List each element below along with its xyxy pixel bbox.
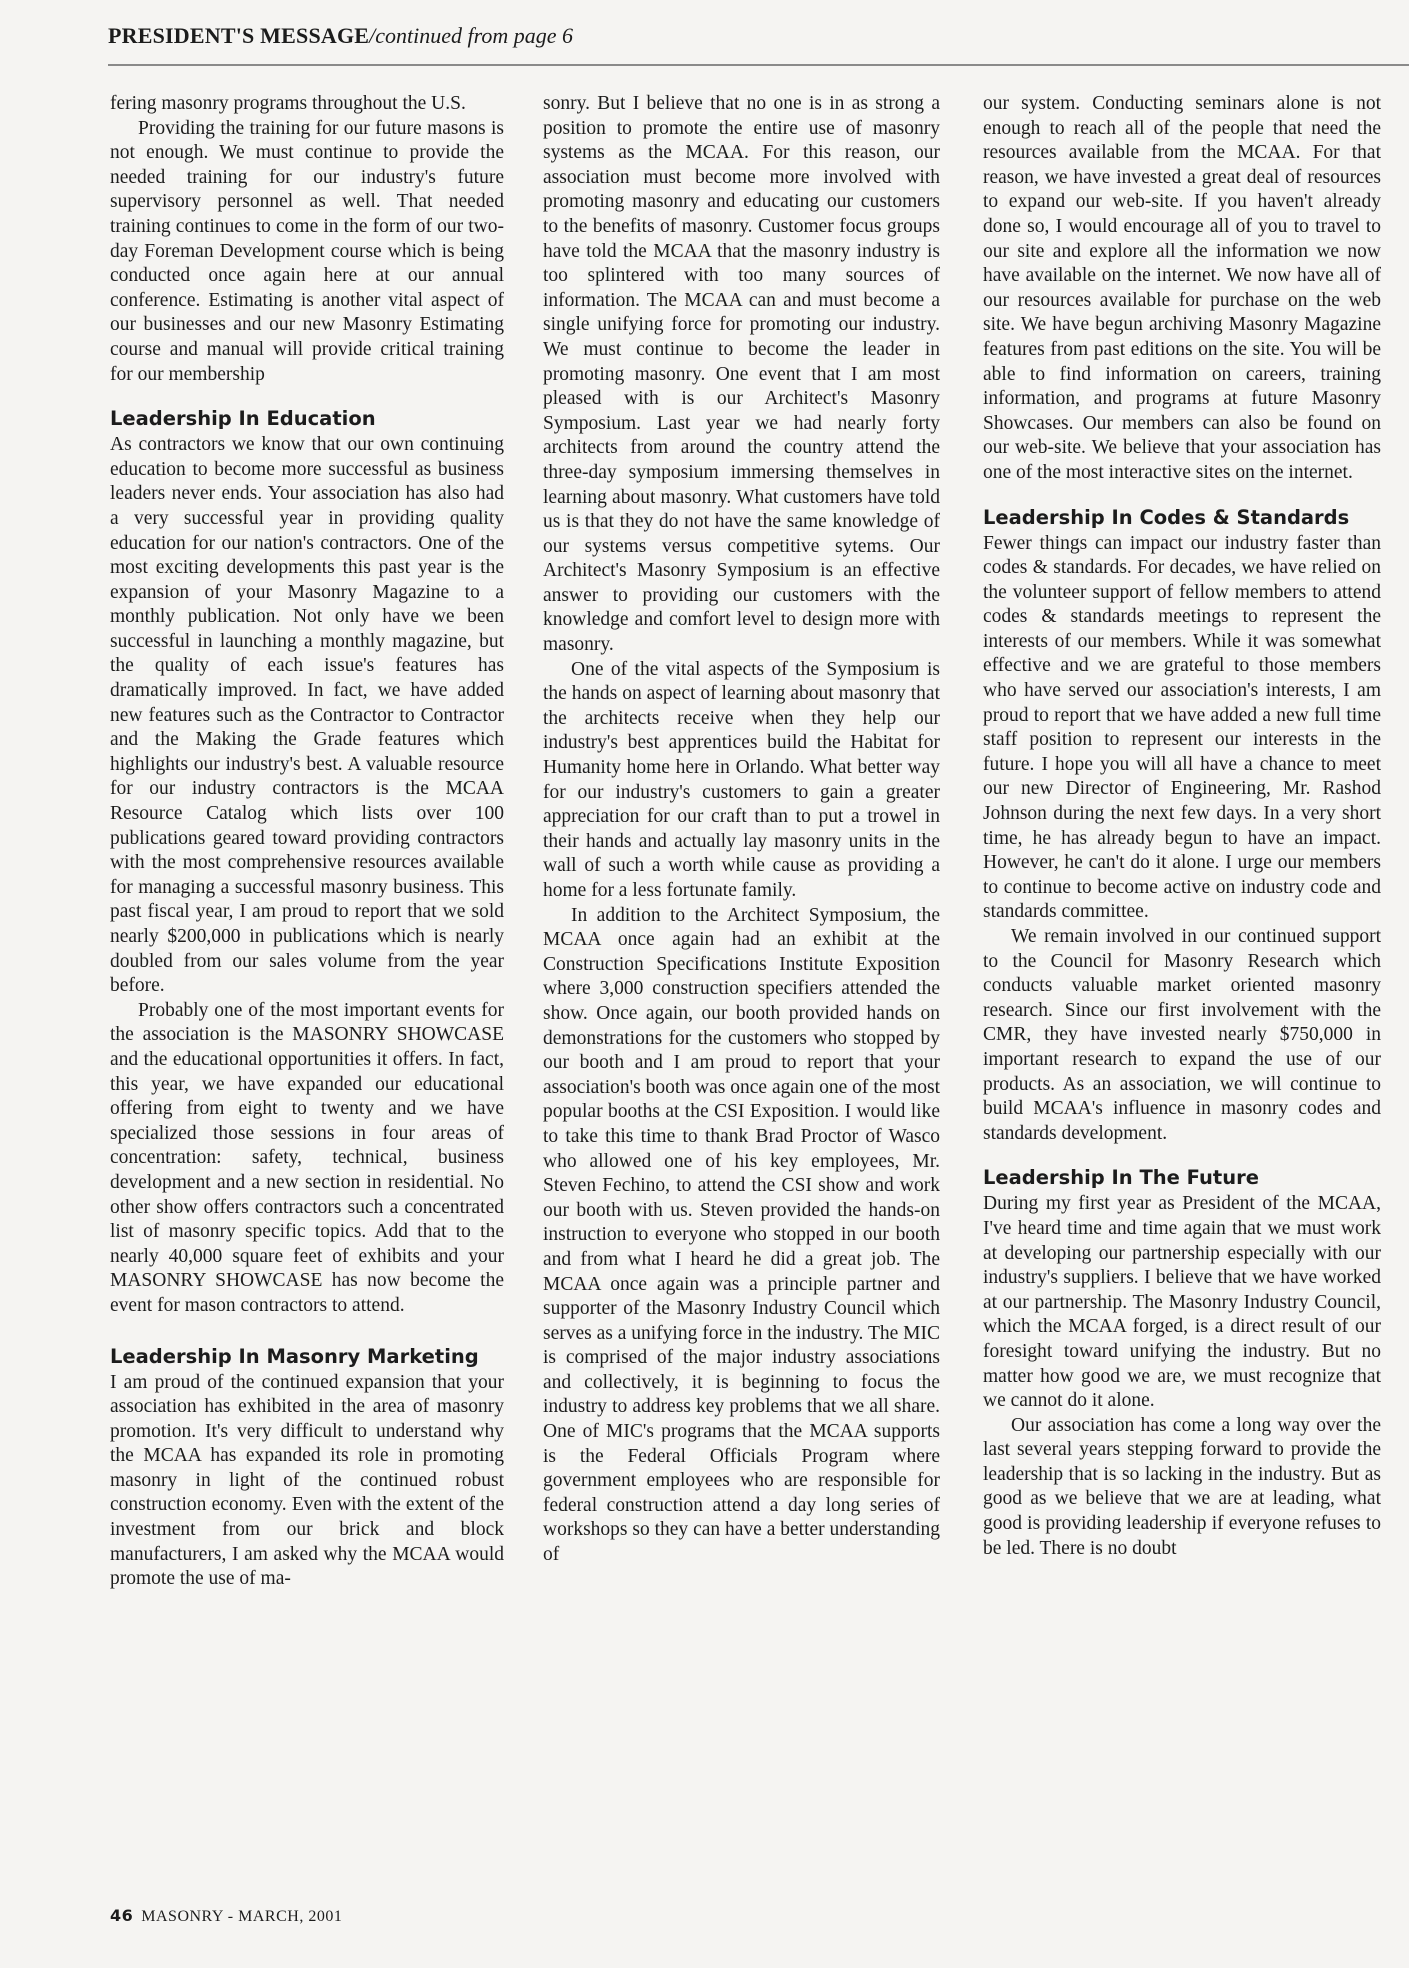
section-heading-education: Leadership In Education: [110, 407, 376, 431]
paragraph: Providing the training for our future masons is not enough. We must continue to provide the needed training for our industry's future supervisory personnel as well. That needed training continues to come in the form of our two-day Foreman Development course which is being conducted once again here at our annual conference. Estimating is another vital aspect of our businesses and our new Masonry Estimating course and manual will provide critical training for our membership: [110, 117, 504, 385]
paragraph: Our association has come a long way over the last several years stepping forward to provide the leadership that is so lacking in the industry. But as good as we believe that we are at leading, what good is providing leadership if everyone refuses to be led. There is no doubt: [983, 1414, 1381, 1559]
paragraph: In addition to the Architect Symposium, the MCAA once again had an exhibit at the Construction Specifications Institute Exposition where 3,000 construction specifiers attended the show. Once again, our booth provided hands on demonstrations for the customers who stopped by our booth and I am proud to report that your association's booth was once again one of the most popular booths at the CSI Exposition. I would like to take this time to thank Brad Proctor of Wasco who allowed one of his key employees, Mr. Steven Fechino, to attend the CSI show and work our booth with us. Steven provided the hands-on instruction to everyone who stopped in our booth and from what I heard he did a great job. The MCAA once again was a principle partner and supporter of the Masonry Industry Council which serves as a unifying force in the industry. The MIC is comprised of the major industry associations and collectively, it is beginning to focus the industry to address key problems that we all share. One of MIC's programs that the MCAA supports is the Federal Officials Program where government employees who are responsible for federal construction attend a day long series of workshops so they can have a better understanding of: [543, 904, 940, 1566]
paragraph: fering masonry programs throughout the U.S.: [110, 93, 466, 114]
section-heading-future: Leadership In The Future: [983, 1166, 1259, 1190]
page-header: [108, 22, 1409, 66]
column-1: [110, 92, 504, 1592]
paragraph: Fewer things can impact our industry faster than codes & standards. For decades, we have relied on the volunteer support of fellow members to attend codes & standards meetings to represent the interests of our members. While it was somewhat effective and we are grateful to those members who have served our association's interests, I am proud to report that we have added a new full time staff position to represent our interests in the future. I hope you will all have a chance to meet our new Director of Engineering, Mr. Rashod Johnson during the next few days. In a very short time, he has already begun to have an impact. However, he can't do it alone. I urge our members to continue to become active on industry code and standards committee.: [983, 532, 1381, 923]
paragraph: As contractors we know that our own continuing education to become more successful as business leaders never ends. Your association has also had a very successful year in providing quality education for our nation's contractors. One of the most exciting developments this past year is the expansion of your Masonry Magazine to a monthly publication. Not only have we been successful in launching a monthly magazine, but the quality of each issue's features has dramatically improved. In fact, we have added new features such as the Contractor to Contractor and the Making the Grade features which highlights our industry's best. A valuable resource for our industry contractors is the MCAA Resource Catalog which lists over 100 publications geared toward providing contractors with the most comprehensive resources available for managing a successful masonry business. This past fiscal year, I am proud to report that we sold nearly $200,000 in publications which is nearly doubled from our sales volume from the year before.: [110, 434, 504, 997]
section-heading-marketing: Leadership In Masonry Marketing: [110, 1344, 479, 1368]
paragraph: One of the vital aspects of the Symposium is the hands on aspect of learning about masonry that the architects receive when they help our industry's best apprentices build the Habitat for Humanity home here in Orlando. What better way for our industry's customers to gain a greater appreciation for our craft than to put a trowel in their hands and actually lay masonry units in the wall of such a worth while cause as providing a home for a less fortunate family.: [543, 658, 940, 901]
column-3: [983, 92, 1381, 1561]
paragraph: sonry. But I believe that no one is in as strong a position to promote the entire use of masonry systems as the MCAA. For this reason, our association must become more involved with promoting masonry and educating our customers to the benefits of masonry. Customer focus groups have told the MCAA that the masonry industry is too splintered with too many sources of information. The MCAA can and must become a single unifying force for promoting our industry. We must continue to become the leader in promoting masonry. One event that I am most pleased with is our Architect's Masonry Symposium. Last year we had nearly forty architects from around the country attend the three-day symposium immersing themselves in learning about masonry. What customers have told us is that they do not have the same knowledge of our systems versus competitive sytems. Our Architect's Masonry Symposium is an effective answer to providing our customers with the knowledge and comfort level to design more with masonry.: [543, 93, 940, 656]
column-2: [543, 92, 940, 1568]
paragraph: Probably one of the most important events for the association is the MASONRY SHOWCASE and the educational opportunities it offers. In fact, this year, we have expanded our educational offering from eight to twenty and we have specialized those sessions in four areas of concentration: safety, technical, business development and a new section in residential. No other show offers contractors such a concentrated list of masonry specific topics. Add that to the nearly 40,000 square feet of exhibits and your MASONRY SHOWCASE has now become the event for mason contractors to attend.: [110, 999, 504, 1316]
section-heading-codes: Leadership In Codes & Standards: [983, 505, 1350, 529]
page-footer: [110, 1906, 342, 1926]
paragraph: We remain involved in our continued support to the Council for Masonry Research which conducts valuable market oriented masonry research. Since our first involvement with the CMR, they have invested nearly $750,000 in important research to expand the use of our products. As an association, we will continue to build MCAA's influence in masonry codes and standards development.: [983, 926, 1381, 1144]
paragraph: I am proud of the continued expansion that your association has exhibited in the area of masonry promotion. It's very difficult to understand why the MCAA has expanded its role in promoting masonry in light of the continued robust construction economy. Even with the extent of the investment from our brick and block manufacturers, I am asked why the MCAA would promote the use of ma-: [110, 1371, 504, 1590]
continued-note: /continued from page 6: [369, 23, 574, 48]
paragraph: During my first year as President of the MCAA, I've heard time and time again that we must work at developing our partnership especially with our industry's suppliers. I believe that we have worked at our partnership. The Masonry Industry Council, which the MCAA forged, is a direct result of our foresight toward unifying the industry. But no matter how good we are, we must recognize that we cannot do it alone.: [983, 1193, 1381, 1412]
paragraph: our system. Conducting seminars alone is not enough to reach all of the people that need the resources available from the MCAA. For that reason, we have invested a great deal of resources to expand our web-site. If you haven't already done so, I would encourage all of you to travel to our site and explore all the information we now have available on the internet. We now have all of our resources available for purchase on the web site. We have begun archiving Masonry Magazine features from past editions on the site. You will be able to find information on careers, training information, and programs at future Masonry Showcases. Our members can also be found on our web-site. We believe that your association has one of the most interactive sites on the internet.: [983, 93, 1381, 483]
page-number: 46: [110, 1906, 134, 1925]
publication-line: MASONRY - MARCH, 2001: [141, 1908, 343, 1925]
section-label: PRESIDENT'S MESSAGE: [108, 23, 370, 48]
